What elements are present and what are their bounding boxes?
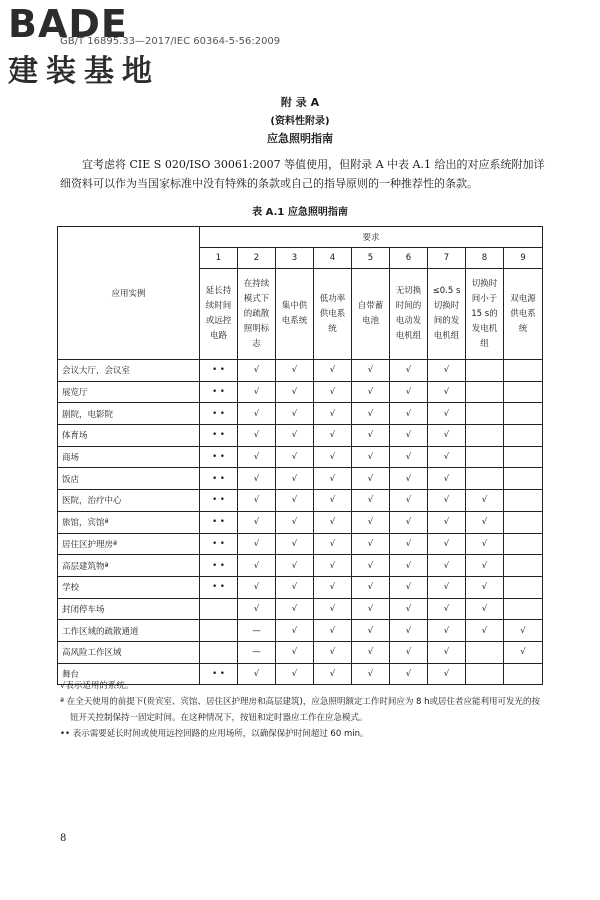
requirement-cell: √: [314, 360, 352, 382]
column-number: 5: [352, 248, 390, 269]
column-number: 6: [390, 248, 428, 269]
requirement-cell: √: [238, 555, 276, 577]
requirement-cell: [466, 360, 504, 382]
requirement-cell: √: [276, 663, 314, 685]
requirement-cell: √: [314, 381, 352, 403]
application-cell: 旅馆，宾馆ª: [58, 511, 200, 533]
requirement-cell: √: [238, 360, 276, 382]
requirement-cell: √: [390, 360, 428, 382]
column-header: 自带蓄电池: [352, 269, 390, 360]
requirement-cell: √: [276, 425, 314, 447]
requirement-cell: • •: [200, 555, 238, 577]
requirement-cell: √: [314, 620, 352, 642]
application-cell: 剧院，电影院: [58, 403, 200, 425]
requirement-cell: • •: [200, 533, 238, 555]
requirement-cell: √: [352, 381, 390, 403]
requirement-cell: √: [390, 555, 428, 577]
requirement-cell: √: [238, 446, 276, 468]
requirement-cell: √: [276, 555, 314, 577]
requirement-cell: √: [390, 641, 428, 663]
requirement-cell: √: [314, 576, 352, 598]
requirement-cell: √: [314, 425, 352, 447]
requirement-cell: [504, 555, 543, 577]
requirement-cell: [504, 533, 543, 555]
table-row: [58, 555, 543, 577]
requirement-cell: √: [428, 360, 466, 382]
table-body: [58, 360, 543, 685]
requirement-cell: [504, 403, 543, 425]
application-cell: 工作区域的疏散通道: [58, 620, 200, 642]
column-header: 集中供电系统: [276, 269, 314, 360]
requirement-cell: —: [238, 641, 276, 663]
requirement-cell: • •: [200, 446, 238, 468]
application-cell: 会议大厅，会议室: [58, 360, 200, 382]
requirement-cell: √: [314, 663, 352, 685]
appendix-subtitle: (资料性附录): [270, 116, 330, 127]
table-row: [58, 620, 543, 642]
requirement-cell: √: [466, 533, 504, 555]
column-header: 在持续模式下的疏散照明标志: [238, 269, 276, 360]
requirement-cell: √: [276, 490, 314, 512]
requirement-cell: √: [352, 641, 390, 663]
requirement-cell: √: [428, 641, 466, 663]
requirement-cell: √: [238, 425, 276, 447]
requirement-cell: • •: [200, 490, 238, 512]
requirement-cell: √: [238, 511, 276, 533]
requirement-cell: √: [314, 446, 352, 468]
table-row: [58, 490, 543, 512]
requirement-cell: √: [276, 641, 314, 663]
requirement-cell: [504, 381, 543, 403]
requirement-cell: √: [352, 620, 390, 642]
requirement-cell: √: [428, 381, 466, 403]
requirement-cell: [504, 446, 543, 468]
requirement-cell: √: [428, 446, 466, 468]
requirement-cell: √: [352, 446, 390, 468]
page-number: 8: [60, 833, 67, 844]
requirement-cell: √: [352, 663, 390, 685]
requirement-cell: √: [390, 381, 428, 403]
requirement-cell: √: [390, 511, 428, 533]
requirement-cell: √: [352, 360, 390, 382]
requirement-cell: √: [276, 468, 314, 490]
requirement-cell: • •: [200, 663, 238, 685]
requirement-cell: √: [276, 620, 314, 642]
column-number: 4: [314, 248, 352, 269]
table-row: [58, 511, 543, 533]
requirement-cell: √: [352, 576, 390, 598]
requirement-cell: √: [352, 533, 390, 555]
requirement-cell: [504, 576, 543, 598]
requirement-cell: √: [314, 468, 352, 490]
requirement-cell: √: [238, 403, 276, 425]
standard-code: GB/T 16895.33—2017/IEC 60364-5-56:2009: [60, 36, 281, 47]
requirement-cell: √: [428, 511, 466, 533]
requirement-cell: √: [428, 490, 466, 512]
requirement-cell: √: [314, 403, 352, 425]
requirement-cell: √: [466, 555, 504, 577]
application-cell: 舞台: [58, 663, 200, 685]
requirement-cell: √: [428, 425, 466, 447]
column-number: 9: [504, 248, 543, 269]
application-cell: 高风险工作区域: [58, 641, 200, 663]
requirement-cell: √: [314, 641, 352, 663]
requirement-cell: [200, 598, 238, 620]
requirement-cell: √: [466, 598, 504, 620]
requirement-cell: √: [428, 663, 466, 685]
application-cell: 体育场: [58, 425, 200, 447]
requirement-cell: √: [238, 381, 276, 403]
requirement-cell: √: [276, 360, 314, 382]
table-row: [58, 403, 543, 425]
requirement-cell: √: [466, 620, 504, 642]
intro-paragraph: 宜考虑将 CIE S 020/ISO 30061:2007 等值使用，但附录 A 中表 A.1 给出的对应系统附加详细资料可以作为当国家标准中没有特殊的条款或自己的指导原则的一种推荐性的条款。: [60, 158, 545, 190]
requirement-cell: √: [238, 598, 276, 620]
logo-text-chinese: 建装基地: [8, 54, 160, 89]
note-dots: •• 表示需要延长时间或使用远控回路的应用场所，以确保保护时间超过 60 min。: [60, 729, 369, 739]
requirement-cell: √: [276, 403, 314, 425]
requirement-cell: √: [390, 425, 428, 447]
requirement-cell: [466, 446, 504, 468]
requirement-cell: √: [428, 620, 466, 642]
requirement-cell: √: [390, 620, 428, 642]
column-number: 3: [276, 248, 314, 269]
requirement-cell: √: [352, 468, 390, 490]
requirement-cell: [466, 468, 504, 490]
requirement-cell: [504, 511, 543, 533]
application-cell: 封闭停车场: [58, 598, 200, 620]
requirement-cell: • •: [200, 425, 238, 447]
requirement-cell: [466, 641, 504, 663]
requirement-cell: √: [390, 533, 428, 555]
requirement-cell: • •: [200, 468, 238, 490]
requirement-cell: √: [352, 555, 390, 577]
requirement-cell: [200, 641, 238, 663]
requirement-cell: √: [466, 511, 504, 533]
bade-logo: [8, 4, 178, 90]
column-number: 1: [200, 248, 238, 269]
requirement-cell: √: [314, 490, 352, 512]
requirement-cell: • •: [200, 511, 238, 533]
column-header: 无切换时间的电动发电机组: [390, 269, 428, 360]
column-header: ≤0.5 s切换时间的发电机组: [428, 269, 466, 360]
note-a: ª 在全天使用的前提下(贵宾室、宾馆、居住区护理房和高层建筑)，应急照明额定工作时间应为 8 h或居住者应能利用可发光的按钮开关控制保持一固定时间。在这种情况下，按钮和定时器应工作在应急模式。: [60, 697, 541, 723]
table-row: [58, 468, 543, 490]
requirement-cell: √: [352, 511, 390, 533]
requirement-cell: √: [390, 576, 428, 598]
application-cell: 医院，治疗中心: [58, 490, 200, 512]
requirement-cell: • •: [200, 576, 238, 598]
application-cell: 饭店: [58, 468, 200, 490]
requirement-cell: √: [390, 598, 428, 620]
requirement-cell: √: [428, 598, 466, 620]
requirement-cell: √: [390, 403, 428, 425]
requirement-cell: √: [466, 576, 504, 598]
column-header: 切换时间小于15 s的发电机组: [466, 269, 504, 360]
requirement-cell: √: [276, 576, 314, 598]
requirement-cell: √: [352, 403, 390, 425]
requirement-cell: √: [238, 576, 276, 598]
requirement-cell: √: [352, 598, 390, 620]
table-row: [58, 641, 543, 663]
requirement-cell: √: [504, 641, 543, 663]
requirement-cell: —: [238, 620, 276, 642]
table-row: [58, 381, 543, 403]
table-row: [58, 533, 543, 555]
requirement-cell: √: [314, 598, 352, 620]
requirement-cell: √: [276, 446, 314, 468]
emergency-lighting-table: [57, 226, 543, 685]
requirement-cell: √: [238, 533, 276, 555]
requirement-cell: [504, 468, 543, 490]
requirement-cell: √: [428, 403, 466, 425]
column-number: 8: [466, 248, 504, 269]
requirement-cell: √: [352, 490, 390, 512]
table-row: [58, 360, 543, 382]
app-header-cell: 应用实例: [58, 227, 200, 360]
requirement-cell: [200, 620, 238, 642]
table-row: [58, 446, 543, 468]
requirement-cell: • •: [200, 381, 238, 403]
requirement-cell: √: [276, 533, 314, 555]
requirement-cell: √: [276, 381, 314, 403]
table-title: 表 A.1 应急照明指南: [252, 207, 348, 218]
column-header: 延长持续时间或远控电路: [200, 269, 238, 360]
requirement-cell: [504, 360, 543, 382]
requirement-cell: √: [390, 446, 428, 468]
application-cell: 商场: [58, 446, 200, 468]
requirement-cell: √: [390, 468, 428, 490]
requirement-cell: √: [238, 490, 276, 512]
requirement-cell: √: [352, 425, 390, 447]
requirement-cell: √: [314, 533, 352, 555]
application-cell: 居住区护理房ª: [58, 533, 200, 555]
appendix-name: 应急照明指南: [267, 132, 333, 145]
application-cell: 学校: [58, 576, 200, 598]
requirement-cell: [466, 381, 504, 403]
application-cell: 高层建筑物ª: [58, 555, 200, 577]
table-row: [58, 576, 543, 598]
requirement-cell: √: [390, 663, 428, 685]
requirement-cell: [504, 598, 543, 620]
column-number: 7: [428, 248, 466, 269]
requirement-cell: √: [314, 555, 352, 577]
requirement-cell: √: [466, 490, 504, 512]
requirement-cell: [466, 425, 504, 447]
requirement-cell: • •: [200, 403, 238, 425]
table-notes: [60, 678, 545, 742]
requirement-cell: √: [428, 533, 466, 555]
requirement-cell: √: [238, 468, 276, 490]
requirement-cell: √: [276, 511, 314, 533]
requirement-cell: • •: [200, 360, 238, 382]
table-row: [58, 425, 543, 447]
appendix-title: 附 录 A: [280, 96, 320, 109]
requirement-cell: √: [276, 598, 314, 620]
requirement-cell: [504, 490, 543, 512]
requirement-cell: √: [238, 663, 276, 685]
table-row: [58, 598, 543, 620]
requirement-cell: √: [390, 490, 428, 512]
column-header: 双电源供电系统: [504, 269, 543, 360]
requirement-cell: √: [428, 576, 466, 598]
requirement-cell: [504, 425, 543, 447]
requirement-cell: √: [428, 555, 466, 577]
requirement-cell: √: [504, 620, 543, 642]
requirement-cell: [466, 403, 504, 425]
logo-text-bade: BADE: [8, 2, 128, 46]
requirements-header: 要求: [200, 227, 543, 248]
column-header: 低功率供电系统: [314, 269, 352, 360]
application-cell: 展览厅: [58, 381, 200, 403]
requirement-cell: √: [314, 511, 352, 533]
column-number: 2: [238, 248, 276, 269]
note-check: √表示适用的系统。: [60, 681, 134, 691]
requirement-cell: √: [428, 468, 466, 490]
